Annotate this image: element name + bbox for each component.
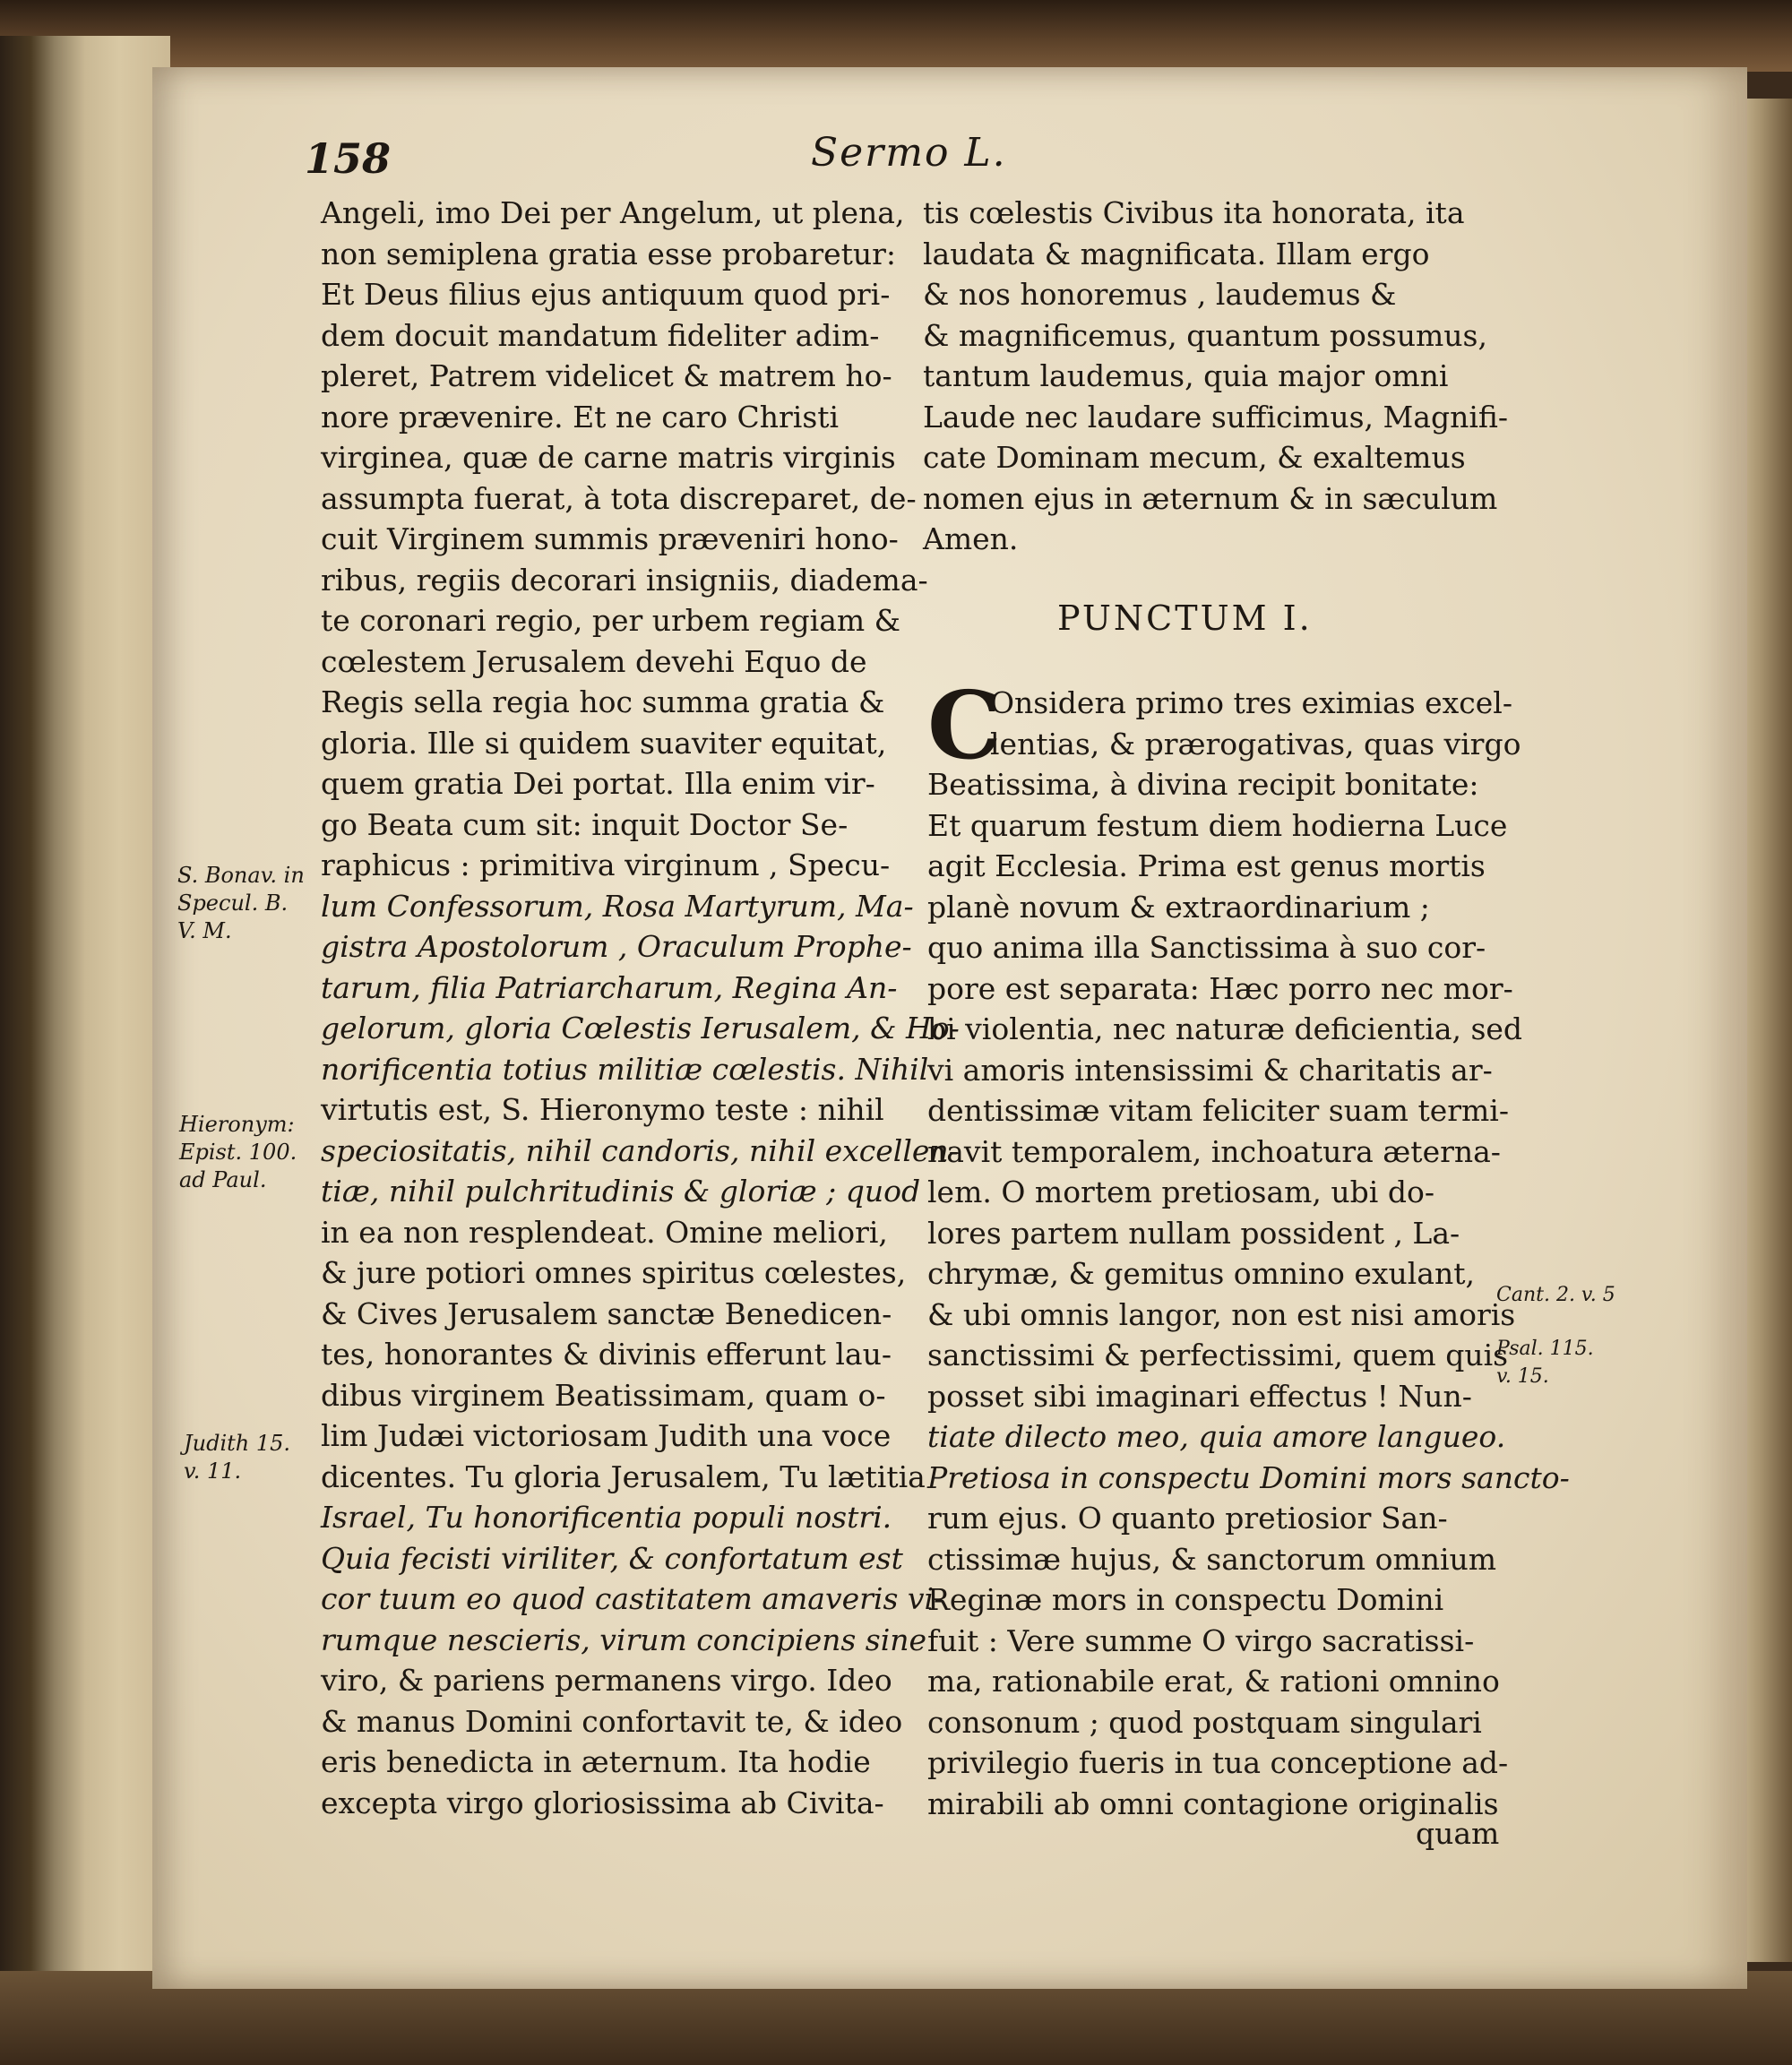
margin-note-line: v. 11. <box>184 1458 242 1484</box>
margin-note-line: Epist. 100. <box>179 1140 297 1165</box>
book-cover-top <box>0 0 1792 72</box>
text-line: bi violentia, nec naturæ deficientia, sed <box>927 1011 1523 1046</box>
text-line: Beatissima, à divina recipit bonitate: <box>927 767 1479 802</box>
text-line: cœlestem Jerusalem devehi Equo de <box>321 643 867 679</box>
right-column-top <box>923 193 1509 560</box>
text-line: Pretiosa in conspectu Domini mors sancto- <box>927 1459 1570 1495</box>
text-line: Quia fecisti viriliter, & confortatum est <box>321 1540 903 1576</box>
text-line: & manus Domini confortavit te, & ideo <box>321 1703 903 1739</box>
text-line: eris benedicta in æternum. Ita hodie <box>321 1744 871 1779</box>
text-line: lem. O mortem pretiosam, ubi do- <box>927 1174 1434 1209</box>
margin-note-hieronymus <box>179 1111 297 1194</box>
text-line: quem gratia Dei portat. Illa enim vir- <box>321 766 875 801</box>
text-line: & ubi omnis langor, non est nisi amoris <box>927 1296 1516 1332</box>
text-line: tis cœlestis Civibus ita honorata, ita <box>923 195 1465 230</box>
text-line: lim Judæi victoriosam Judith una voce <box>321 1418 892 1453</box>
text-line: cuit Virginem summis præveniri hono- <box>321 521 899 556</box>
margin-note-psalm <box>1496 1335 1594 1390</box>
text-line: privilegio fueris in tua conceptione ad- <box>927 1745 1509 1780</box>
text-line: posset sibi imaginari effectus ! Nun- <box>927 1378 1472 1414</box>
margin-note-line: V. M. <box>177 918 232 943</box>
margin-note-line: S. Bonav. in <box>177 863 305 888</box>
text-line: Et Deus filius ejus antiquum quod pri- <box>321 277 891 312</box>
text-line: excepta virgo gloriosissima ab Civita- <box>321 1785 884 1820</box>
book-page-edges <box>0 36 170 1998</box>
section-heading: PUNCTUM I. <box>1057 598 1313 638</box>
text-line: tantum laudemus, quia major omni <box>923 358 1449 393</box>
text-line: agit Ecclesia. Prima est genus mortis <box>927 848 1486 883</box>
text-line: Amen. <box>923 521 1019 556</box>
page-number: 158 <box>305 134 392 183</box>
running-title: Sermo L. <box>811 130 1007 176</box>
text-line: pleret, Patrem videlicet & matrem ho- <box>321 358 892 393</box>
text-line: speciositatis, nihil candoris, nihil excellen- <box>321 1132 959 1168</box>
text-line: Laude nec laudare sufficimus, Magnifi- <box>923 399 1509 435</box>
text-line: laudata & magnificata. Illam ergo <box>923 236 1430 271</box>
text-line: gloria. Ille si quidem suaviter equitat, <box>321 725 887 761</box>
text-line: te coronari regio, per urbem regiam & <box>321 603 901 638</box>
text-line: pore est separata: Hæc porro nec mor- <box>927 970 1513 1006</box>
text-line: quo anima illa Sanctissima à suo cor- <box>927 930 1486 965</box>
text-line: tiæ, nihil pulchritudinis & gloriæ ; quod <box>321 1174 921 1209</box>
margin-note-line: ad Paul. <box>179 1167 267 1192</box>
text-line: go Beata cum sit: inquit Doctor Se- <box>321 806 849 842</box>
text-line: planè novum & extraordinarium ; <box>927 889 1430 925</box>
text-line: & magnificemus, quantum possumus, <box>923 317 1487 353</box>
margin-note-line: Specul. B. <box>177 891 289 916</box>
text-line: & jure potiori omnes spiritus cœlestes, <box>321 1255 907 1290</box>
text-line: tarum, filia Patriarcharum, Regina An- <box>321 969 898 1005</box>
text-line: navit temporalem, inchoatura æterna- <box>927 1133 1501 1169</box>
text-line: rum ejus. O quanto pretiosior San- <box>927 1501 1448 1536</box>
catchword: quam <box>1416 1816 1500 1851</box>
text-line: Angeli, imo Dei per Angelum, ut plena, <box>321 195 905 230</box>
text-line: in ea non resplendeat. Omine meliori, <box>321 1214 888 1250</box>
text-line: consonum ; quod postquam singulari <box>927 1704 1482 1740</box>
text-line: fuit : Vere summe O virgo sacratissi- <box>927 1622 1475 1658</box>
margin-note-bonaventura <box>177 862 305 945</box>
text-line: & Cives Jerusalem sanctæ Benedicen- <box>321 1295 892 1331</box>
text-line: Israel, Tu honorificentia populi nostri. <box>321 1500 892 1535</box>
text-line: mirabili ab omni contagione originalis <box>927 1785 1499 1821</box>
text-line: Regis sella regia hoc summa gratia & <box>321 684 885 719</box>
text-line: cate Dominam mecum, & exaltemus <box>923 440 1466 475</box>
text-line: tes, honorantes & divinis efferunt lau- <box>321 1337 892 1372</box>
margin-note-line: Psal. 115. <box>1496 1338 1594 1360</box>
text-line: Et quarum festum diem hodierna Luce <box>927 807 1508 843</box>
text-line: sanctissimi & perfectissimi, quem quis <box>927 1338 1509 1372</box>
margin-note-line: Hieronym: <box>179 1112 295 1137</box>
text-line: chrymæ, & gemitus omnino exulant, <box>927 1256 1475 1291</box>
text-line: lores partem nullam possident , La- <box>927 1215 1460 1251</box>
text-line: tiate dilecto meo, quia amore langueo. <box>927 1419 1506 1454</box>
text-line: virginea, quæ de carne matris virginis <box>321 440 896 475</box>
text-line: ma, rationabile erat, & rationi omnino <box>927 1664 1500 1699</box>
text-line: ribus, regiis decorari insigniis, diadema- <box>321 562 928 598</box>
text-line: nomen ejus in æternum & in sæculum <box>923 480 1498 516</box>
text-line: viro, & pariens permanens virgo. Ideo <box>321 1663 892 1698</box>
text-line: rumque nescieris, virum concipiens sine <box>321 1622 927 1657</box>
text-line: lentias, & prærogativas, quas virgo <box>990 727 1521 761</box>
drop-cap: C <box>927 670 1002 780</box>
text-line: nore prævenire. Et ne caro Christi <box>321 399 840 435</box>
text-line: Onsidera primo tres eximias excel- <box>990 685 1512 720</box>
text-line: dentissimæ vitam feliciter suam termi- <box>927 1093 1510 1128</box>
text-line: raphicus : primitiva virginum , Specu- <box>321 848 891 882</box>
text-line: cor tuum eo quod castitatem amaveris vi- <box>321 1581 944 1616</box>
left-column <box>321 193 960 1823</box>
margin-note-line: Cant. 2. v. 5 <box>1496 1284 1615 1306</box>
text-line: virtutis est, S. Hieronymo teste : nihil <box>321 1092 884 1127</box>
margin-note-canticum <box>1496 1281 1615 1309</box>
margin-note-line: Judith 15. <box>184 1431 291 1456</box>
text-line: dicentes. Tu gloria Jerusalem, Tu lætitia <box>321 1458 926 1494</box>
margin-note-judith <box>184 1430 290 1485</box>
text-line: norificentia totius militiæ cœlestis. Nihil <box>321 1051 929 1087</box>
text-line: assumpta fuerat, à tota discreparet, de- <box>321 480 917 516</box>
margin-note-line: v. 15. <box>1496 1365 1549 1388</box>
text-line: vi amoris intensissimi & charitatis ar- <box>927 1052 1493 1088</box>
text-line: lum Confessorum, Rosa Martyrum, Ma- <box>321 888 914 924</box>
text-line: dibus virginem Beatissimam, quam o- <box>321 1377 886 1413</box>
text-line: gistra Apostolorum , Oraculum Prophe- <box>321 929 912 964</box>
text-line: ctissimæ hujus, & sanctorum omnium <box>927 1541 1497 1577</box>
text-line: & nos honoremus , laudemus & <box>923 277 1397 312</box>
text-line: gelorum, gloria Cœlestis Ierusalem, & Ho- <box>321 1011 960 1045</box>
text-line: Reginæ mors in conspectu Domini <box>927 1582 1444 1617</box>
text-line: dem docuit mandatum fideliter adim- <box>321 317 880 353</box>
text-line: non semiplena gratia esse probaretur: <box>321 236 897 271</box>
